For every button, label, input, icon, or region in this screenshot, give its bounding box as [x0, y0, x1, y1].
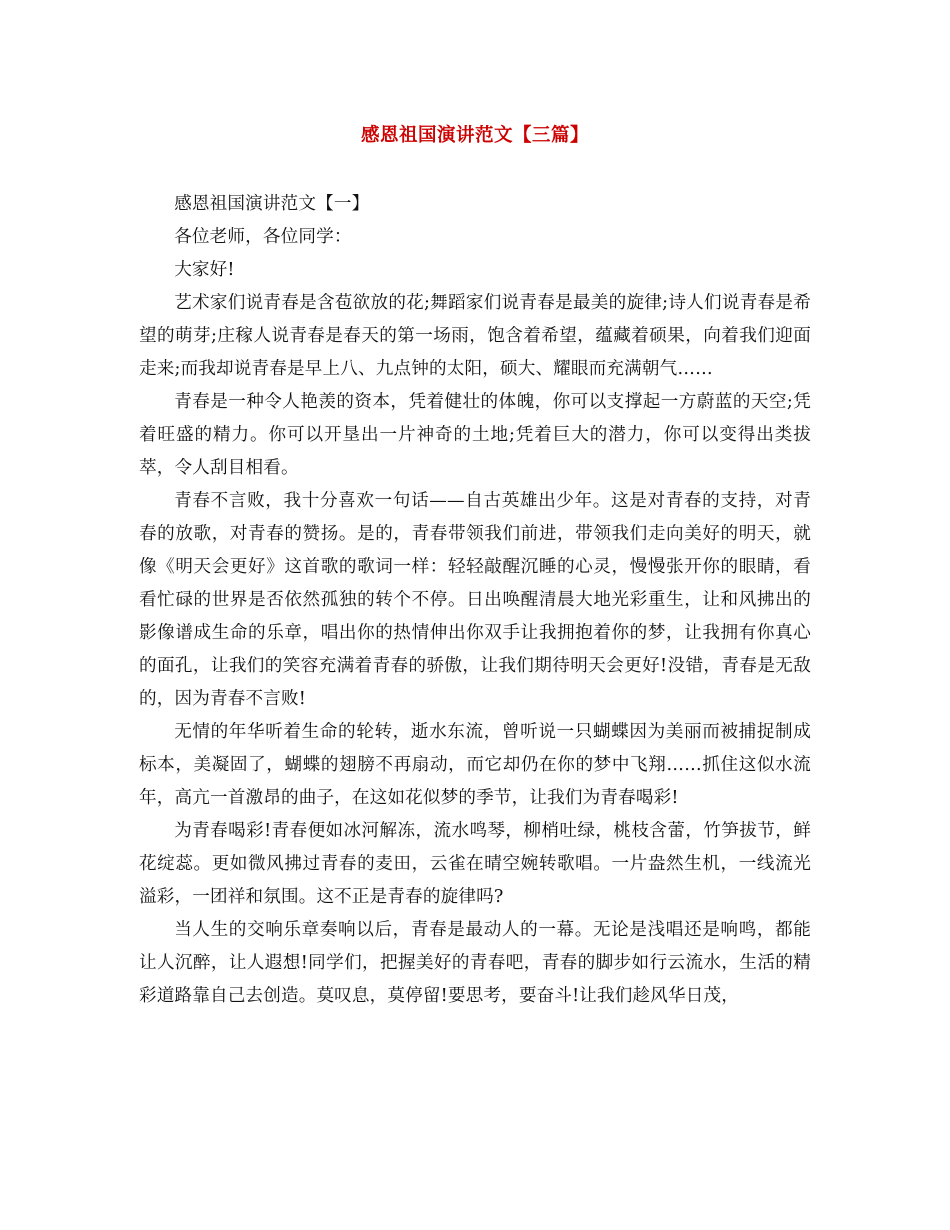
- paragraph: 为青春喝彩!青春便如冰河解冻，流水鸣琴，柳梢吐绿，桃枝含蕾，竹笋拔节，鲜花绽蕊。更如微风拂过青春的麦田，云雀在晴空婉转歌唱。一片盎然生机，一线流光溢彩，一团祥和氛围。这不正是青春的旋律吗?: [139, 821, 811, 907]
- paragraph: 青春不言败，我十分喜欢一句话——自古英雄出少年。这是对青春的支持，对青春的放歌，对青春的赞扬。是的，青春带领我们前进，带领我们走向美好的明天，就像《明天会更好》这首歌的歌词一样：轻轻敲醒沉睡的心灵，慢慢张开你的眼睛，看看忙碌的世界是否依然孤独的转个不停。日出唤醒清晨大地光彩重生，让和风拂出的影像谱成生命的乐章，唱出你的热情伸出你双手让我拥抱着你的梦，让我拥有你真心的面孔，让我们的笑容充满着青春的骄傲，让我们期待明天会更好!没错，青春是无敌的，因为青春不言败!: [139, 491, 811, 709]
- paragraph: 青春是一种令人艳羡的资本，凭着健壮的体魄，你可以支撑起一方蔚蓝的天空;凭着旺盛的精力。你可以开垦出一片神奇的土地;凭着巨大的潜力，你可以变得出类拔萃，令人刮目相看。: [139, 392, 811, 478]
- paragraph: 无情的年华听着生命的轮转，逝水东流，曾听说一只蝴蝶因为美丽而被捕捉制成标本，美凝固了，蝴蝶的翅膀不再扇动，而它却仍在你的梦中飞翔……抓住这似水流年，高亢一首激昂的曲子，在这如花似梦的季节，让我们为青春喝彩!: [139, 722, 811, 808]
- paragraph: 艺术家们说青春是含苞欲放的花;舞蹈家们说青春是最美的旋律;诗人们说青春是希望的萌芽;庄稼人说青春是春天的第一场雨，饱含着希望，蕴藏着硕果，向着我们迎面走来;而我却说青春是早上八、九点钟的太阳，硕大、耀眼而充满朝气……: [139, 293, 811, 379]
- greeting: 大家好!: [174, 260, 235, 280]
- document-body: [139, 188, 811, 1013]
- salutation: 各位老师，各位同学：: [174, 227, 352, 247]
- document-title: 感恩祖国演讲范文【三篇】: [360, 125, 589, 146]
- section-heading: 感恩祖国演讲范文【一】: [174, 194, 370, 214]
- paragraph: 当人生的交响乐章奏响以后，青春是最动人的一幕。无论是浅唱还是响鸣，都能让人沉醉，让人遐想!同学们，把握美好的青春吧，青春的脚步如行云流水，生活的精彩道路靠自己去创造。莫叹息，莫停留!要思考，要奋斗!让我们趁风华日茂，: [139, 920, 811, 1006]
